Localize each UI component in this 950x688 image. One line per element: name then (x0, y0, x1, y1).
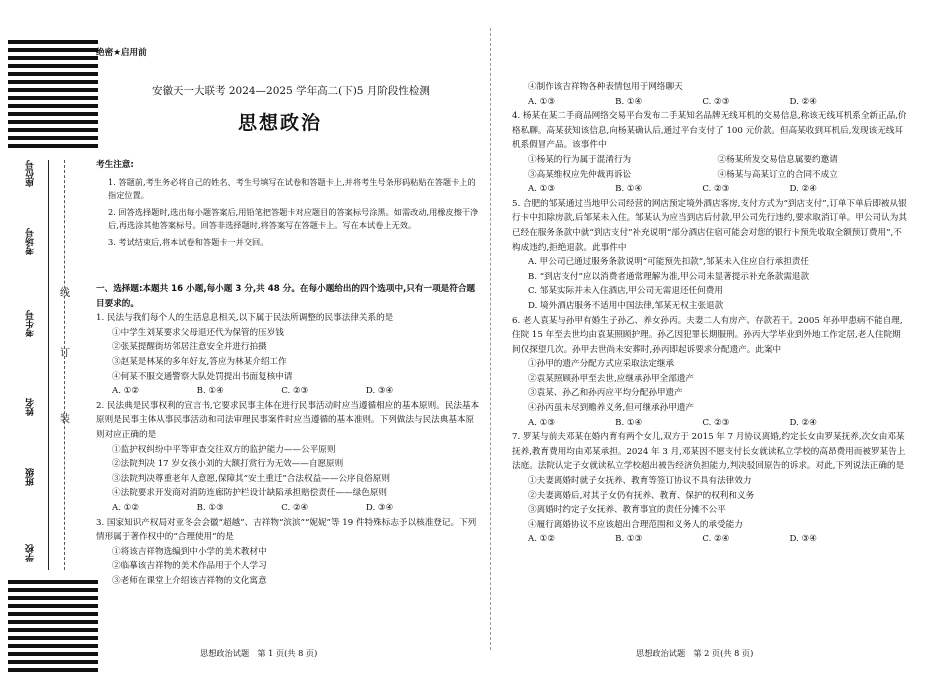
binding-line (48, 160, 49, 570)
confidential-mark: 绝密★启用前 (96, 48, 147, 58)
binding-bar (8, 136, 98, 140)
binding-bar (8, 80, 98, 84)
class-label: 班级 (26, 468, 36, 486)
notice-item: 3. 考试结束后,将本试卷和答题卡一并交回。 (108, 236, 269, 247)
statement: ①监护权纠纷中平等审查交往双方的监护能力——公平原则 (112, 444, 336, 455)
question-stem: 5. 合肥的邹某通过当地甲公司经营的网店预定境外酒店客房,支付方式为“到店支付”,订单下单后即被从银行卡中扣除房款,后邹某未入住。邹某认为应当到店后付款,甲公司先行违约,要求取消订单。甲公司认为其已经在服务条款中就“到店支付”补充说明“部分酒店住宿可能会对您的银行卡预先收取全额预订费用”,不构成违约,拒绝退款。此事件中 (512, 198, 907, 253)
binding-bar (8, 144, 98, 148)
question-4 (512, 109, 907, 197)
option-a[interactable]: A. ①③ (528, 417, 556, 428)
statement: ②法院判决 17 岁女孩小刘的大额打赏行为无效——自愿原则 (112, 459, 344, 470)
option-a[interactable]: A. ①③ (528, 96, 556, 107)
candidate-number-label: 考生号 (26, 310, 36, 337)
binding-bar (8, 72, 98, 76)
statement: ②临摹该吉祥物的美术作品用于个人学习 (112, 561, 267, 572)
binding-bar (8, 96, 98, 100)
question-7 (512, 430, 907, 547)
question-flow (96, 282, 480, 588)
option-a[interactable]: A. ①② (112, 386, 140, 397)
question-stem: 3. 国家知识产权局对亚冬会会徽“超越”、吉祥物“滨滨”“妮妮”等 19 件特殊标志予以核准登记。下列情形属于著作权中的“合理使用”的是 (96, 517, 477, 543)
statement: ①夫妻离婚时就子女抚养、教育等签订协议不具有法律效力 (528, 476, 752, 487)
option-b[interactable]: B. ①④ (615, 417, 643, 428)
option-c[interactable]: C. ②④ (281, 502, 309, 513)
binding-bar (8, 56, 98, 60)
option-d[interactable]: D. ②④ (789, 417, 817, 428)
binding-bar (8, 620, 98, 624)
notice-item: 1. 答题前,考生务必将自己的姓名、考生号填写在试卷和答题卡上,并将考生号条形码粘贴在答题卡上的指定位置。 (108, 177, 476, 201)
school-label: 学校 (26, 544, 36, 562)
statement: ①将该吉祥物选编到中小学的美术教材中 (112, 546, 267, 557)
cut-line (64, 160, 65, 570)
subject-title: 思想政治 (238, 112, 323, 134)
option-b[interactable]: B. ①④ (615, 96, 643, 107)
page-divider (490, 28, 491, 650)
option-a[interactable]: A. ①② (528, 534, 556, 545)
binding-bar (8, 580, 98, 584)
option-d[interactable]: D. ③④ (365, 502, 394, 513)
exam-room-label: 考场号 (26, 228, 36, 255)
options-row (512, 532, 907, 547)
question-flow (512, 80, 907, 547)
binding-word-order: 订 (60, 348, 70, 359)
binding-bar (8, 48, 98, 52)
notice-list (108, 176, 480, 252)
statement: ③离婚时约定子女抚养、教育事宜的责任分摊不公平 (528, 505, 726, 516)
option-d[interactable]: D. ③④ (789, 534, 817, 545)
statement: ④孙丙虽未尽到赡养义务,但可继承孙甲遗产 (528, 403, 695, 414)
option-c[interactable]: C. ②④ (702, 534, 730, 545)
statement: ①杨某的行为属于混淆行为 (528, 154, 632, 165)
notice-heading: 考生注意: (96, 160, 134, 170)
binding-bar (8, 612, 98, 616)
binding-word-line: 线 (60, 288, 70, 299)
option-d[interactable]: D. ③④ (365, 386, 394, 397)
option-b[interactable]: B. ①④ (615, 184, 643, 195)
options-row (512, 95, 907, 110)
options-row (512, 182, 907, 197)
name-label: 姓名 (26, 398, 36, 416)
question-5 (512, 197, 907, 314)
binding-bar (8, 668, 98, 672)
question-3-continued (512, 80, 907, 109)
binding-bar (8, 636, 98, 640)
statement: ①中学生刘某要求父母退还代为保管的压岁钱 (112, 327, 284, 338)
binding-bar (8, 660, 98, 664)
question-stem: 7. 罗某与前夫邓某在婚内育有两个女儿,双方于 2015 年 7 月协议离婚,约定长女由罗某抚养,次女由邓某抚养,教育费用均由邓某承担。2024 年 3 月,邓某因不愿支付长女就读私立学校的高昂费用而被罗某告上法庭。法院认定子女就读私立学校超出被告经济负担能力,判决驳回原告的诉求。对此,下列说法正确的是 (512, 432, 906, 472)
page-footer: 思想政治试题 第 2 页(共 8 页) (636, 648, 754, 658)
option-c[interactable]: C. ②③ (702, 184, 730, 195)
statement: ③老师在课堂上介绍该吉祥物的文化寓意 (112, 575, 267, 586)
binding-bar (8, 644, 98, 648)
statement: ①孙甲的遗产分配方式应采取法定继承 (528, 359, 675, 370)
statement: ②袁某照顾孙甲至去世,应继承孙甲全部遗产 (528, 373, 695, 384)
option-b[interactable]: B. ①④ (196, 386, 224, 397)
binding-bar (8, 104, 98, 108)
option-c[interactable]: C. ②③ (702, 417, 730, 428)
binding-word-pack: 装 (60, 414, 70, 425)
statement: ④杨某与高某订立的合同不成立 (717, 169, 838, 180)
statement: ②杨某所发交易信息属要约邀请 (717, 154, 838, 165)
option-b[interactable]: B. “到店支付”应以消费者通常理解为准,甲公司未显著提示补充条款需退款 (528, 271, 810, 282)
binding-bar (8, 628, 98, 632)
binding-bar (8, 596, 98, 600)
seat-number-label: 座位号 (26, 160, 36, 187)
page-footer: 思想政治试题 第 1 页(共 8 页) (200, 648, 318, 658)
question-3 (96, 516, 480, 589)
question-6 (512, 314, 907, 431)
statement: ③高某维权应先仲裁再诉讼 (528, 169, 632, 180)
binding-bar (8, 588, 98, 592)
options-row (512, 416, 907, 431)
statement: ④何某不服交通警察大队处罚提出书面复核申请 (112, 371, 293, 382)
option-d[interactable]: D. ②④ (789, 184, 817, 195)
binding-bar (8, 604, 98, 608)
binding-bar (8, 88, 98, 92)
binding-bar (8, 120, 98, 124)
question-2 (96, 399, 480, 516)
statement: ④履行离婚协议不应该超出合理范围和义务人的承受能力 (528, 519, 743, 530)
option-a[interactable]: A. ①② (112, 502, 140, 513)
statement: ④制作该吉祥物各种表情包用于网络聊天 (528, 82, 683, 92)
section-heading: 一、选择题:本题共 16 小题,每小题 3 分,共 48 分。在每小题给出的四个选项中,只有一项是符合题目要求的。 (96, 284, 476, 309)
statement-grid (512, 153, 907, 182)
binding-strip (0, 0, 100, 688)
page-1 (96, 0, 480, 688)
statement: ③赵某是林某的多年好友,答应为林某介绍工作 (112, 356, 287, 367)
question-stem: 1. 民法与我们每个人的生活息息相关,以下属于民法所调整的民事法律关系的是 (96, 313, 394, 324)
options-row (96, 501, 480, 516)
option-a[interactable]: A. ①③ (528, 184, 556, 195)
binding-bar (8, 64, 98, 68)
binding-bar (8, 112, 98, 116)
option-d[interactable]: D. ②④ (789, 96, 817, 107)
statement: ②夫妻离婚后,对其子女仍有抚养、教育、保护的权利和义务 (528, 490, 755, 501)
binding-bar (8, 128, 98, 132)
option-c[interactable]: C. ②③ (281, 386, 309, 397)
binding-bar (8, 40, 98, 44)
statement: ②张某提醒街坊邻居注意安全并进行拍摄 (112, 342, 267, 353)
question-stem: 6. 老人袁某与孙甲有婚生子孙乙、养女孙丙。夫妻二人有房产、存款若干。2005 年孙甲患病不能自理,住院 15 年至去世均由袁某照顾护理。孙乙因犯罪长期服刑。孙丙大学毕业到外地工作定居,老人住院期间仅探望几次。孙甲去世尚未安葬时,孙丙即起诉要求分配遗产。此案中 (512, 315, 903, 355)
option-c[interactable]: C. ②③ (702, 96, 730, 107)
option-d[interactable]: D. 境外酒店服务不适用中国法律,邹某无权主张退款 (528, 300, 724, 311)
notice-item: 2. 回答选择题时,选出每小题答案后,用铅笔把答题卡对应题目的答案标号涂黑。如需改动,用橡皮擦干净后,再选涂其他答案标号。回答非选择题时,将答案写在答题卡上。写在本试卷上无效。 (108, 206, 479, 231)
binding-bar (8, 652, 98, 656)
question-stem: 4. 杨某在某二手商品网络交易平台发布二手某知名品牌无线耳机的交易信息,称该无线耳机系全新正品,价格私聊。高某获知该信息,向杨某确认后,通过平台支付了 100 元价款。但高某收到耳机后,发现该无线耳机系假冒产品。该事件中 (512, 111, 907, 151)
option-a[interactable]: A. 甲公司已通过服务条款说明“可能预先扣款”,邹某未入住应自行承担责任 (528, 257, 810, 268)
exam-title: 安徽天一大联考 2024—2025 学年高二(下)5 月阶段性检测 (152, 85, 430, 97)
question-1 (96, 311, 480, 399)
statement: ③法院判决尊重老年人意愿,保障其“安土重迁”合法权益——公序良俗原则 (112, 473, 390, 484)
option-b[interactable]: B. ①③ (196, 502, 224, 513)
question-stem: 2. 民法典是民事权利的宣言书,它要求民事主体在进行民事活动时应当遵循相应的基本原则。民法基本原则是民事主体从事民事活动和司法审理民事案件时应当遵循的基本准则。下列做法与民法典基本原则对应正确的是 (96, 400, 480, 440)
option-b[interactable]: B. ①③ (615, 534, 643, 545)
options-row (96, 384, 480, 399)
statement: ③袁某、孙乙和孙丙应平均分配孙甲遗产 (528, 388, 683, 399)
statement: ④法院要求开发商对消防连廊防护栏设计缺陷承担赔偿责任——绿色原则 (112, 488, 388, 499)
page-2 (512, 0, 907, 688)
option-c[interactable]: C. 邹某实际并未入住酒店,甲公司无需退还任何费用 (528, 286, 723, 297)
